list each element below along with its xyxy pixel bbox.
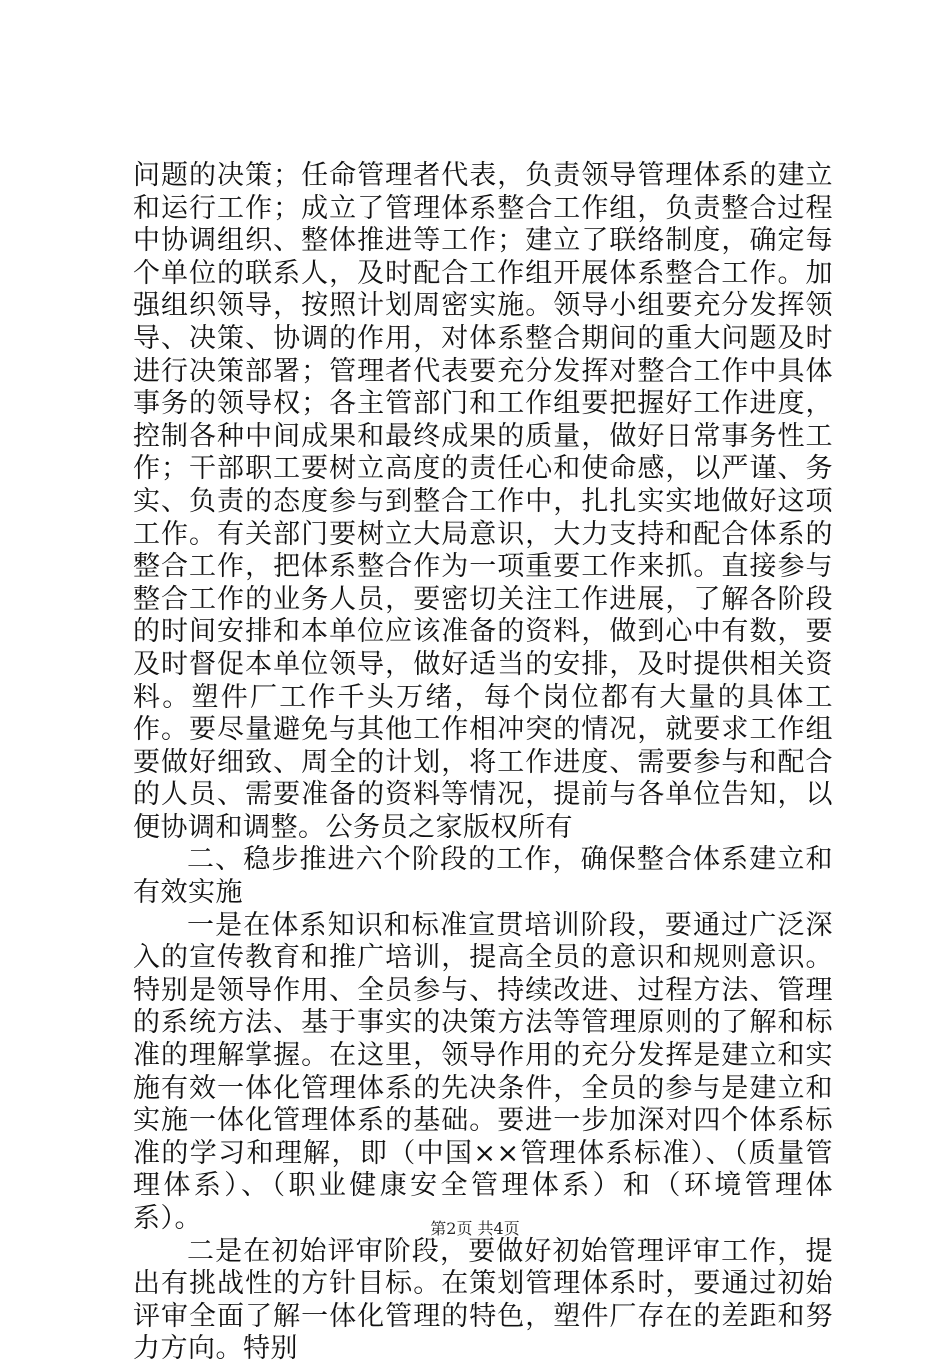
paragraph-training-stage: 一是在体系知识和标准宣贯培训阶段，要通过广泛深入的宣传教育和推广培训，提高全员的意识和规则意识。特别是领导作用、全员参与、持续改进、过程方法、管理的系统方法、基于事实的决策方法等管理原则的了解和标准的理解掌握。在这里，领导作用的充分发挥是建立和实施有效一体化管理体系的先决条件，全员的参与是建立和实施一体化管理体系的基础。要进一步加深对四个体系标准的学习和理解，即（中国××管理体系标准）、（质量管理体系）、（职业健康安全管理体系）和（环境管理体系）。 — [133, 909, 833, 1234]
paragraph-initial-review: 二是在初始评审阶段，要做好初始管理评审工作，提出有挑战性的方针目标。在策划管理体系时，要通过初始评审全面了解一体化管理的特色，塑件厂存在的差距和努力方向。特别 — [133, 1235, 833, 1365]
section-heading: 二、稳步推进六个阶段的工作，确保整合体系建立和有效实施 — [133, 844, 833, 909]
document-body — [133, 160, 833, 1366]
paragraph-continuation: 问题的决策；任命管理者代表，负责领导管理体系的建立和运行工作；成立了管理体系整合工作组，负责整合过程中协调组织、整体推进等工作；建立了联络制度，确定每个单位的联系人，及时配合工作组开展体系整合工作。加强组织领导，按照计划周密实施。领导小组要充分发挥领导、决策、协调的作用，对体系整合期间的重大问题及时进行决策部署；管理者代表要充分发挥对整合工作中具体事务的领导权；各主管部门和工作组要把握好工作进度，控制各种中间成果和最终成果的质量，做好日常事务性工作；干部职工要树立高度的责任心和使命感，以严谨、务实、负责的态度参与到整合工作中，扎扎实实地做好这项工作。有关部门要树立大局意识，大力支持和配合体系的整合工作，把体系整合作为一项重要工作来抓。直接参与整合工作的业务人员，要密切关注工作进展，了解各阶段的时间安排和本单位应该准备的资料，做到心中有数，要及时督促本单位领导，做好适当的安排，及时提供相关资料。塑件厂工作千头万绪，每个岗位都有大量的具体工作。要尽量避免与其他工作相冲突的情况，就要求工作组要做好细致、周全的计划，将工作进度、需要参与和配合的人员、需要准备的资料等情况，提前与各单位告知，以便协调和调整。公务员之家版权所有 — [133, 160, 833, 843]
page-number-footer: 第2页 共4页 — [430, 1219, 520, 1238]
